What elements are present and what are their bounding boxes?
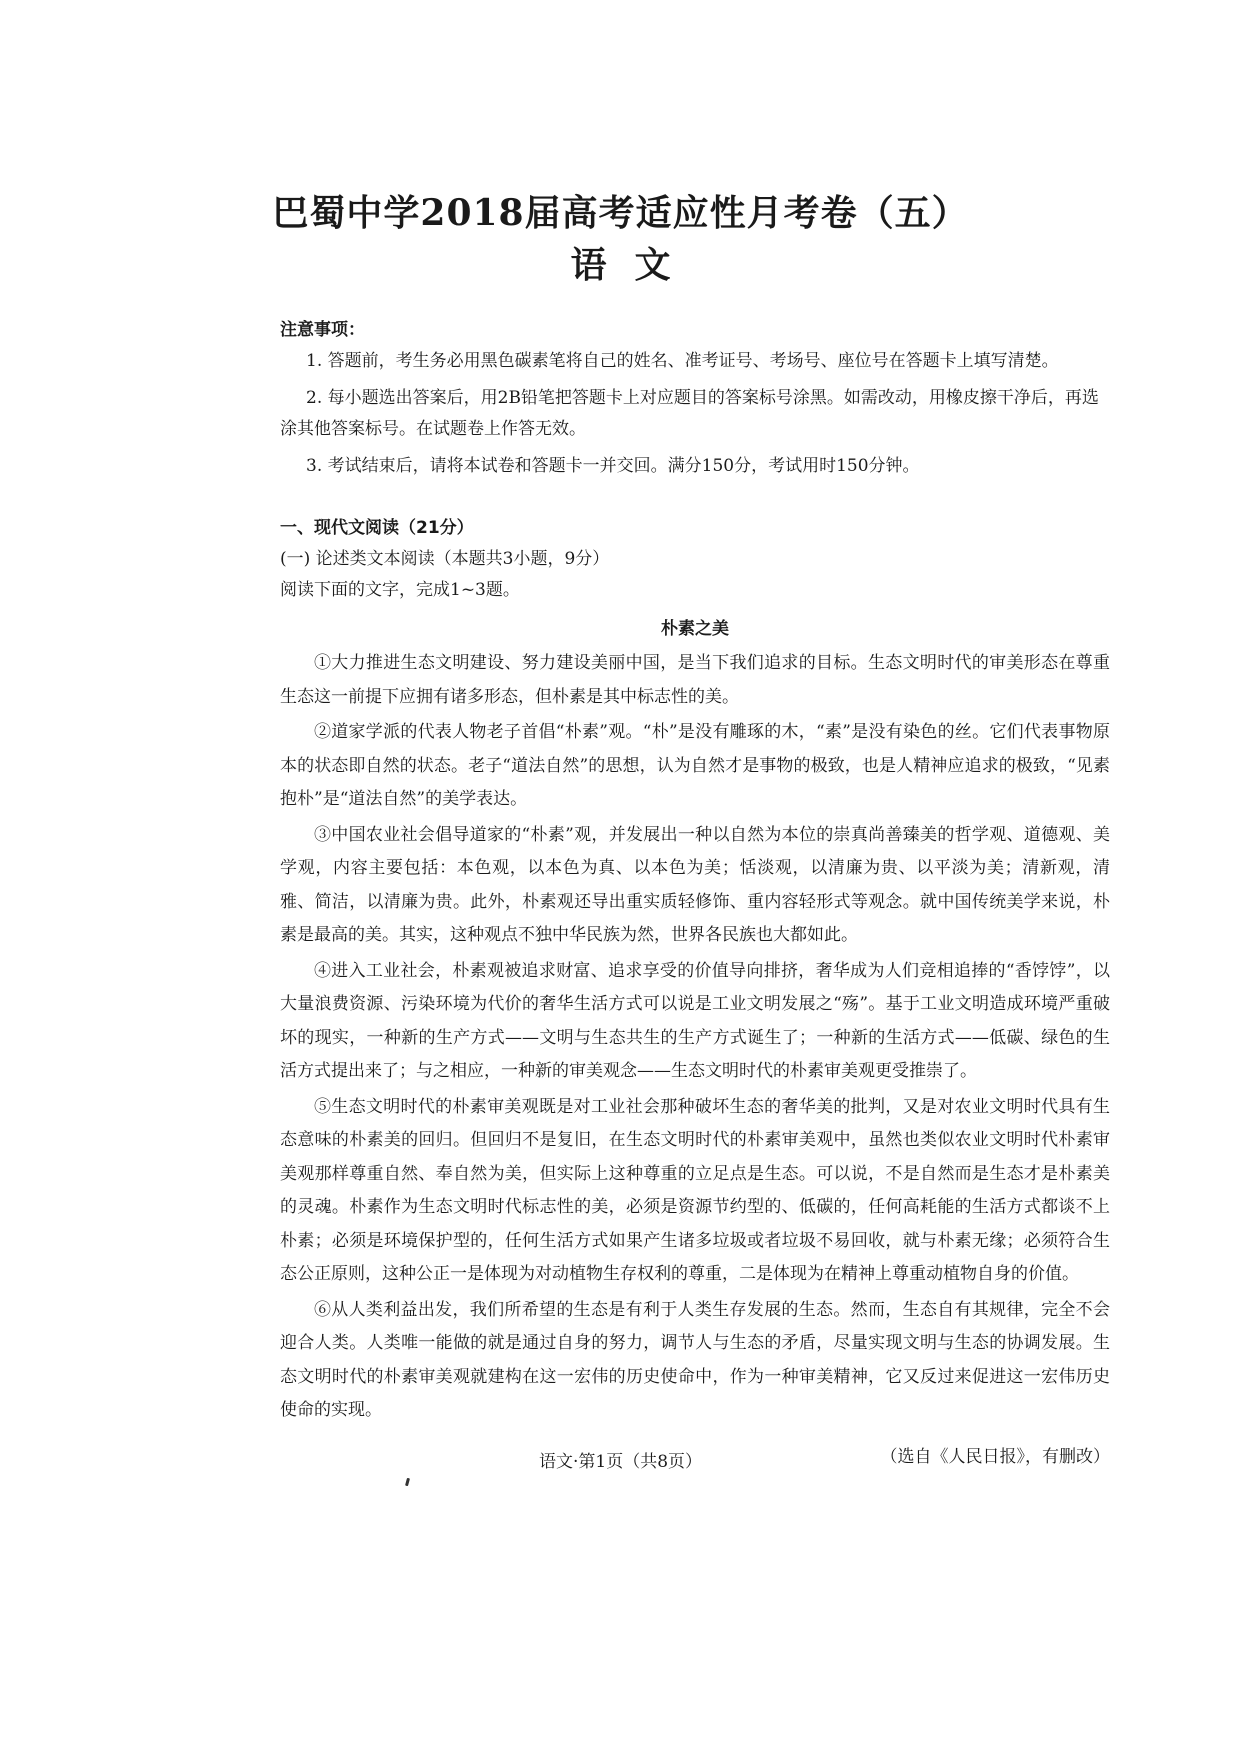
section-instruction: 阅读下面的文字，完成1~3题。: [280, 580, 520, 600]
scan-speck: [405, 1478, 410, 1487]
notes-heading: 注意事项：: [280, 320, 365, 340]
page-footer: 语文·第1页（共8页）: [538, 1452, 703, 1472]
section-heading: 一、现代文阅读（21分）: [280, 518, 474, 538]
article: [280, 614, 1110, 1473]
notes-item-2: 2. 每小题选出答案后，用2B铅笔把答题卡上对应题目的答案标号涂黑。如需改动，用橡皮擦干净后，再选涂其他答案标号。在试题卷上作答无效。: [280, 388, 1099, 439]
section-modern-reading: [280, 513, 1110, 1473]
notes-item-1: 1. 答题前，考生务必用黑色碳素笔将自己的姓名、准考证号、考场号、座位号在答题卡上填写清楚。: [306, 351, 1059, 371]
article-paragraph-3: ③中国农业社会倡导道家的“朴素”观，并发展出一种以自然为本位的崇真尚善臻美的哲学观、道德观、美学观，内容主要包括：本色观，以本色为真、以本色为美；恬淡观，以清廉为贵、以平淡为美；清新观，清雅、简洁，以清廉为贵。此外，朴素观还导出重实质轻修饰、重内容轻形式等观念。就中国传统美学来说，朴素是最高的美。其实，这种观点不独中华民族为然，世界各民族也大都如此。: [280, 824, 1110, 945]
notes-item-3: 3. 考试结束后，请将本试卷和答题卡一并交回。满分150分，考试用时150分钟。: [306, 456, 920, 476]
article-paragraph-6: ⑥从人类利益出发，我们所希望的生态是有利于人类生存发展的生态。然而，生态自有其规律，完全不会迎合人类。人类唯一能做的就是通过自身的努力，调节人与生态的矛盾，尽量实现文明与生态的协调发展。生态文明时代的朴素审美观就建构在这一宏伟的历史使命中，作为一种审美精神，它又反过来促进这一宏伟历史使命的实现。: [280, 1299, 1110, 1420]
exam-title: 巴蜀中学2018届高考适应性月考卷（五）: [272, 192, 969, 234]
article-title: 朴素之美: [661, 619, 729, 639]
article-paragraph-2: ②道家学派的代表人物老子首倡“朴素”观。“朴”是没有雕琢的木，“素”是没有染色的丝。它们代表事物原本的状态即自然的状态。老子“道法自然”的思想，认为自然才是事物的极致，也是人精神应追求的极致，“见素抱朴”是“道法自然”的美学表达。: [280, 722, 1110, 809]
article-paragraph-5: ⑤生态文明时代的朴素审美观既是对工业社会那种破坏生态的奢华美的批判，又是对农业文明时代具有生态意味的朴素美的回归。但回归不是复旧，在生态文明时代的朴素审美观中，虽然也类似农业文明时代朴素审美观那样尊重自然、奉自然为美，但实际上这种尊重的立足点是生态。可以说，不是自然而是生态才是朴素美的灵魂。朴素作为生态文明时代标志性的美，必须是资源节约型的、低碳的，任何高耗能的生活方式都谈不上朴素；必须是环境保护型的，任何生活方式如果产生诸多垃圾或者垃圾不易回收，就与朴素无缘；必须符合生态公正原则，这种公正一是体现为对动植物生存权利的尊重，二是体现为在精神上尊重动植物自身的价值。: [280, 1096, 1110, 1284]
section-sub-heading: (一) 论述类文本阅读（本题共3小题，9分）: [280, 549, 610, 569]
article-source: （选自《人民日报》，有删改）: [880, 1446, 1110, 1467]
article-paragraph-1: ①大力推进生态文明建设、努力建设美丽中国，是当下我们追求的目标。生态文明时代的审美形态在尊重生态这一前提下应拥有诸多形态，但朴素是其中标志性的美。: [280, 653, 1110, 707]
notes-block: [280, 315, 1110, 482]
article-paragraph-4: ④进入工业社会，朴素观被追求财富、追求享受的价值导向排挤，奢华成为人们竞相追捧的“香饽饽”，以大量浪费资源、污染环境为代价的奢华生活方式可以说是工业文明发展之“殇”。基于工业文明造成环境严重破坏的现实，一种新的生产方式——文明与生态共生的生产方式诞生了；一种新的生活方式——低碳、绿色的生活方式提出来了；与之相应，一种新的审美观念——生态文明时代的朴素审美观更受推崇了。: [280, 960, 1110, 1081]
subject-title: 语文: [570, 244, 699, 286]
